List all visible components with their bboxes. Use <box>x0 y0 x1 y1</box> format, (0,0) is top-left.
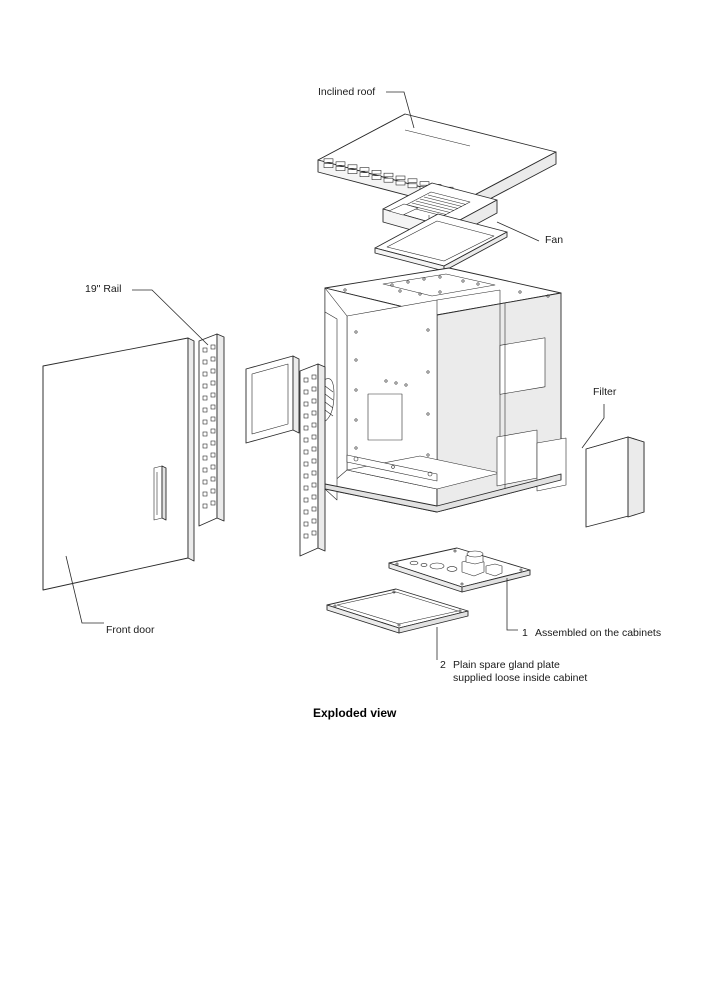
label-front-door: Front door <box>106 624 155 636</box>
note-2-line-2: supplied loose inside cabinet <box>453 672 588 684</box>
note-2-line-1: Plain spare gland plate <box>453 659 560 671</box>
label-inclined-roof: Inclined roof <box>318 86 376 98</box>
note-1-number: 1 <box>522 627 528 639</box>
label-fan: Fan <box>545 234 564 246</box>
part-rail-left <box>199 334 224 526</box>
part-cabinet-body <box>325 268 566 512</box>
part-rail-right <box>300 364 325 556</box>
note-2-number: 2 <box>440 659 446 671</box>
label-filter: Filter <box>593 386 617 398</box>
part-side-panel <box>246 356 299 443</box>
part-filter-panel <box>586 437 644 527</box>
part-gland-plate-assembled <box>389 548 530 592</box>
label-rail: 19" Rail <box>85 283 122 295</box>
part-front-door <box>43 338 194 590</box>
figure-title: Exploded view <box>313 706 397 720</box>
part-gland-plate-spare <box>327 589 468 633</box>
note-1-text: Assembled on the cabinets <box>535 627 662 639</box>
